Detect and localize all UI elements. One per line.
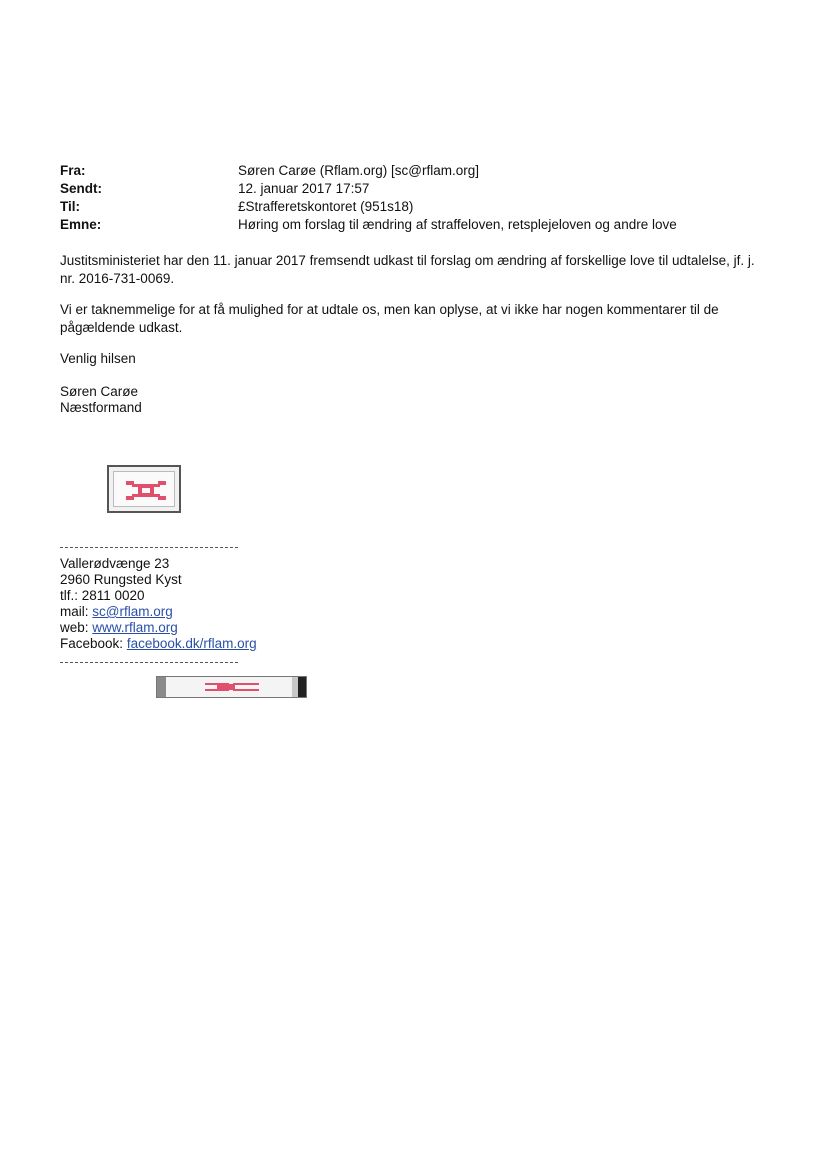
sent-label: Sendt: bbox=[60, 181, 102, 196]
sent-row bbox=[60, 181, 780, 201]
body-paragraph-1: Justitsministeriet har den 11. januar 2017 fremsendt udkast til forslag om ændring af forskellige love til udtalelse, jf. j. nr. 2016-731-0069. bbox=[60, 253, 755, 286]
organization-logo bbox=[107, 465, 181, 513]
subject-label: Emne: bbox=[60, 217, 102, 232]
banner-logo bbox=[156, 676, 307, 698]
subject-value: Høring om forslag til ændring af straffeloven, retsplejeloven og andre love bbox=[238, 217, 677, 232]
web-link[interactable]: www.rflam.org bbox=[92, 620, 178, 635]
signature-phone: tlf.: 2811 0020 bbox=[60, 588, 145, 603]
signature-facebook bbox=[60, 636, 257, 652]
banner-emblem-icon bbox=[167, 677, 297, 697]
mail-link[interactable]: sc@rflam.org bbox=[92, 604, 173, 619]
from-row bbox=[60, 163, 780, 183]
greeting: Venlig hilsen bbox=[60, 351, 136, 366]
from-label: Fra: bbox=[60, 163, 86, 178]
signature-divider-bottom bbox=[60, 662, 238, 663]
signature-web bbox=[60, 620, 178, 636]
to-label: Til: bbox=[60, 199, 80, 214]
facebook-label: Facebook: bbox=[60, 636, 124, 651]
sender-name: Søren Carøe bbox=[60, 384, 139, 399]
signature-mail bbox=[60, 604, 173, 620]
mail-label: mail: bbox=[60, 604, 89, 619]
to-value: £Strafferetskontoret (951s18) bbox=[238, 199, 414, 214]
sender-title: Næstformand bbox=[60, 400, 142, 415]
subject-row bbox=[60, 217, 780, 237]
signature-divider-top bbox=[60, 547, 238, 548]
web-label: web: bbox=[60, 620, 89, 635]
signature-city: 2960 Rungsted Kyst bbox=[60, 572, 182, 587]
facebook-link[interactable]: facebook.dk/rflam.org bbox=[126, 636, 257, 651]
sent-value: 12. januar 2017 17:57 bbox=[238, 181, 370, 196]
body-paragraph-2: Vi er taknemmelige for at få mulighed for at udtale os, men kan oplyse, at vi ikke har nogen kommentarer til de pågældende udkast. bbox=[60, 302, 719, 335]
logo-emblem-icon bbox=[114, 472, 178, 510]
signature-address: Vallerødvænge 23 bbox=[60, 556, 170, 571]
from-value: Søren Carøe (Rflam.org) [sc@rflam.org] bbox=[238, 163, 479, 178]
to-row bbox=[60, 199, 780, 219]
